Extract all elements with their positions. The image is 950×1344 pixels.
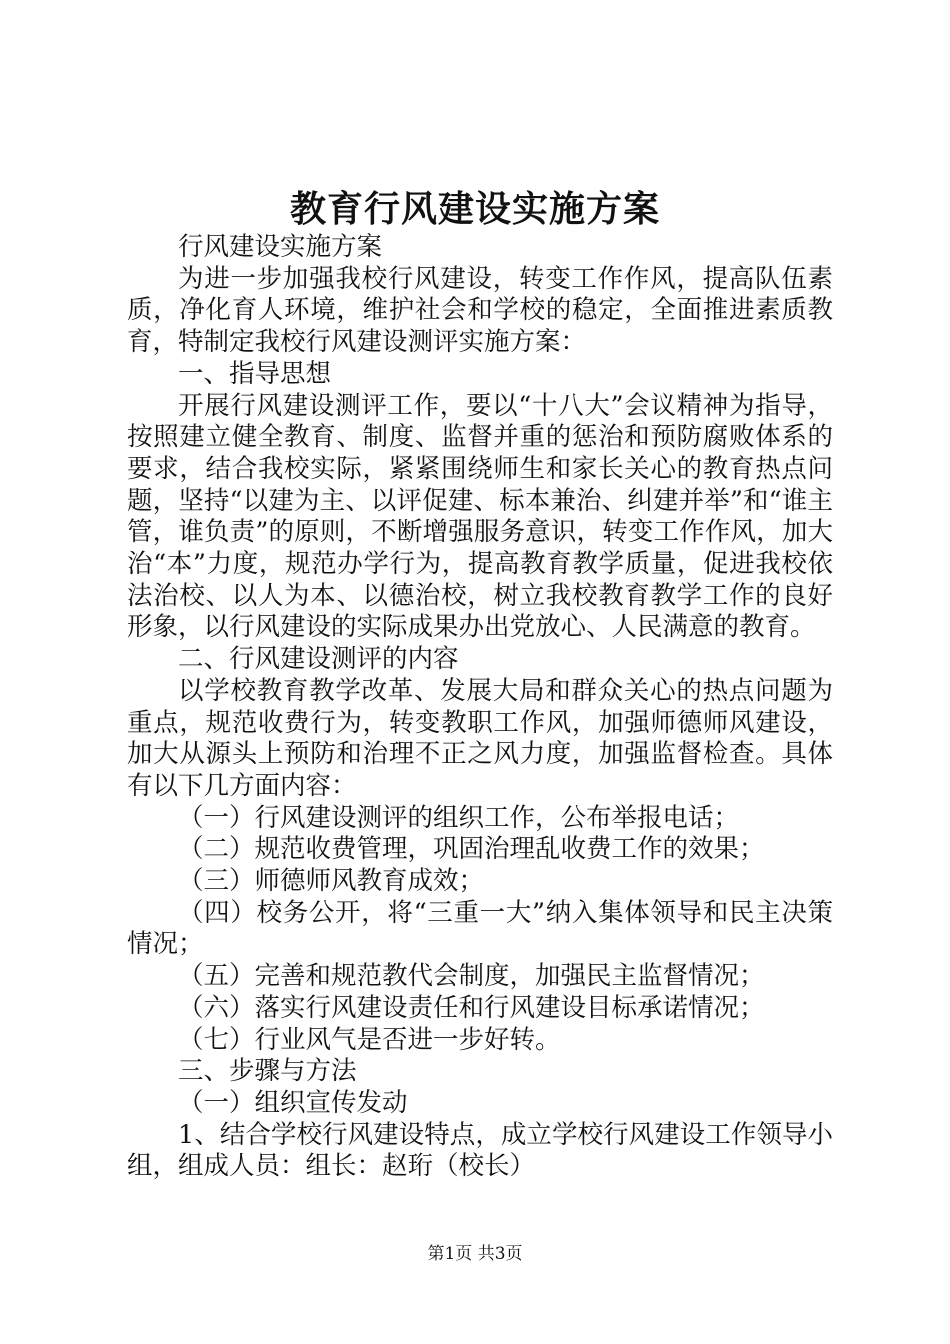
list-item: （五）完善和规范教代会制度，加强民主监督情况；: [178, 961, 765, 992]
paragraph: 行风建设实施方案: [178, 232, 383, 262]
list-item: （三）师德师风教育成效；: [178, 866, 485, 897]
section-heading: 一、指导思想: [178, 358, 332, 389]
list-item: （一）行风建设测评的组织工作，公布举报电话；: [178, 802, 740, 833]
paragraph: 开展行风建设测评工作，要以“十八大”会议精神为指导，按照建立健全教育、制度、监督并重的惩治和预防腐败体系的要求，结合我校实际，紧紧围绕师生和家长关心的教育热点问题，坚持“以建为主、以评促建、标本兼治、纠建并举”和“谁主管，谁负责”的原则，不断增强服务意识，转变工作作风，加大治“本”力度，规范办学行为，提高教育教学质量，促进我校依法治校、以人为本、以德治校，树立我校教育教学工作的良好形象，以行风建设的实际成果办出党放心、人民满意的教育。: [127, 390, 833, 643]
paragraph: 以学校教育教学改革、发展大局和群众关心的热点问题为重点，规范收费行为，转变教职工作风，加强师德师风建设，加大从源头上预防和治理不正之风力度，加强监督检查。具体有以下几方面内容：: [127, 675, 833, 801]
list-item: （七）行业风气是否进一步好转。: [178, 1024, 561, 1055]
document-body: [127, 232, 833, 1183]
paragraph: 1、结合学校行风建设特点，成立学校行风建设工作领导小组，组成人员：组长：赵珩（校长）: [127, 1119, 833, 1182]
list-item: （二）规范收费管理，巩固治理乱收费工作的效果；: [178, 834, 765, 865]
list-item: （六）落实行风建设责任和行风建设目标承诺情况；: [178, 992, 765, 1023]
page-number-footer: 第1页 共3页: [427, 1244, 523, 1264]
section-heading: 二、行风建设测评的内容: [178, 644, 459, 675]
list-item: （四）校务公开，将“三重一大”纳入集体领导和民主决策情况；: [127, 897, 833, 960]
document-title: 教育行风建设实施方案: [289, 188, 660, 230]
subsection-heading: （一）组织宣传发动: [178, 1087, 408, 1118]
section-heading: 三、步骤与方法: [178, 1056, 357, 1087]
paragraph: 为进一步加强我校行风建设，转变工作作风，提高队伍素质，净化育人环境，维护社会和学校的稳定，全面推进素质教育，特制定我校行风建设测评实施方案：: [127, 263, 833, 358]
